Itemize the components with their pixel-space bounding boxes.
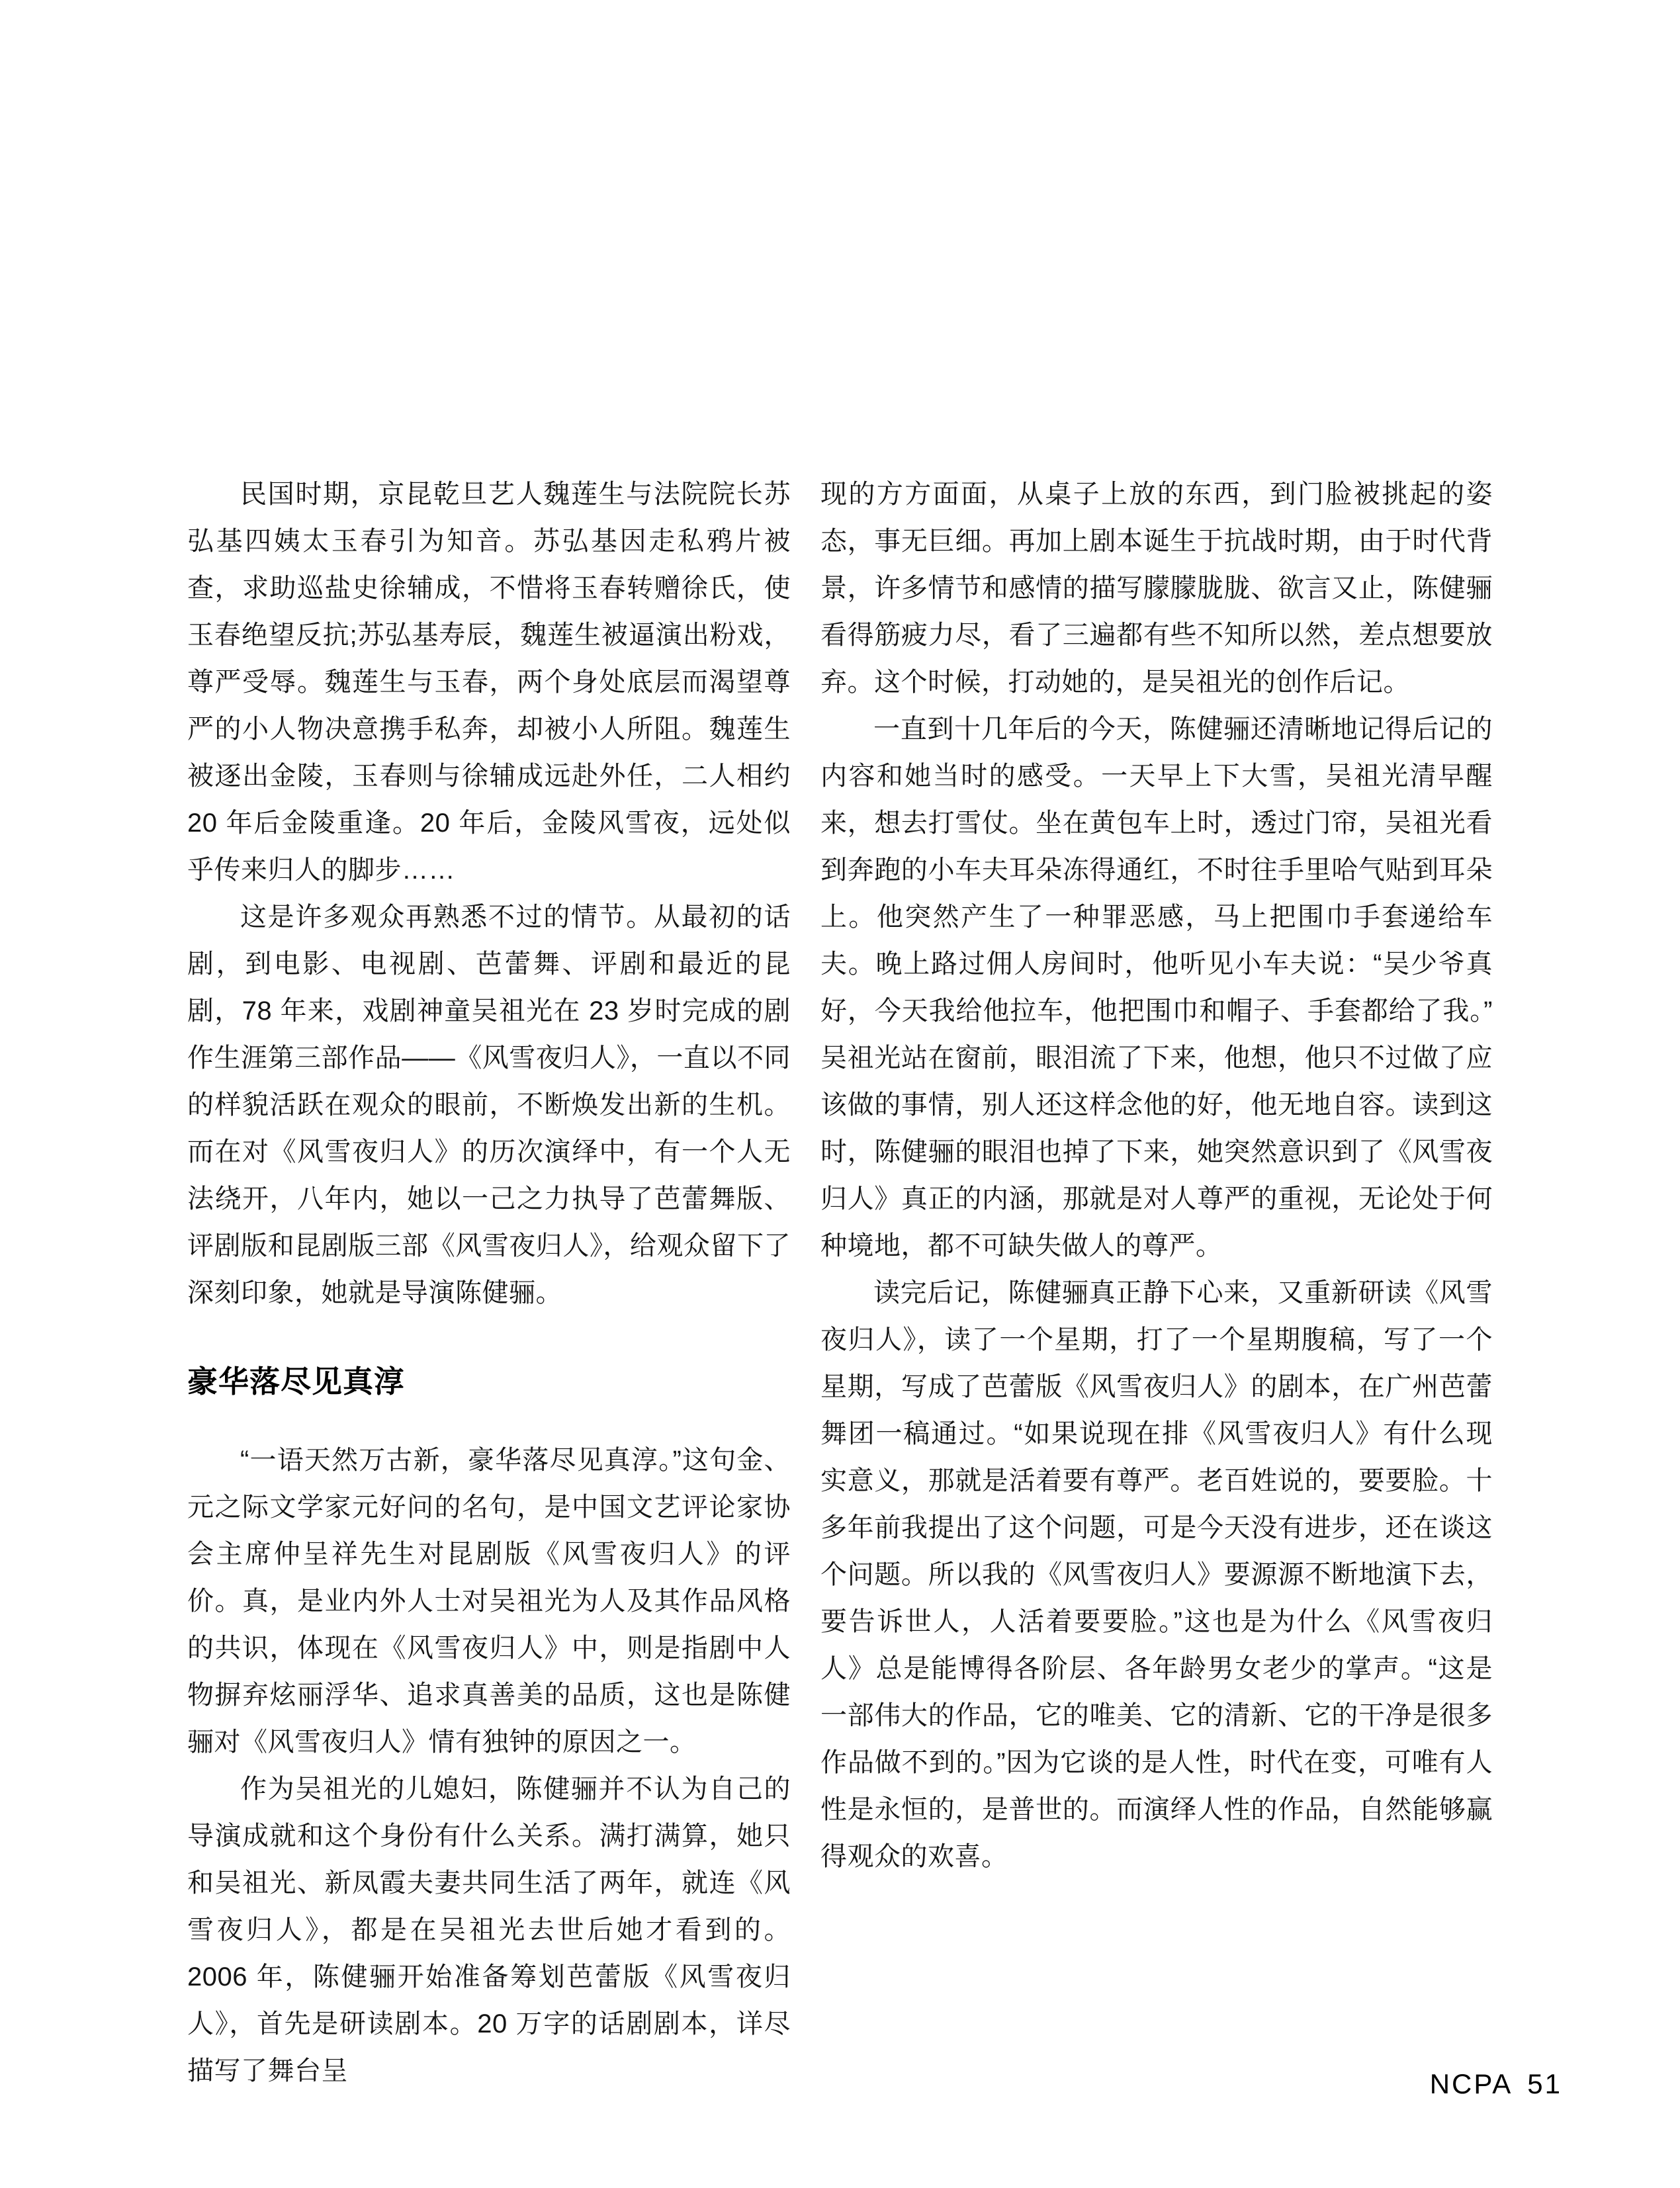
paragraph-history: 这是许多观众再熟悉不过的情节。从最初的话剧，到电影、电视剧、芭蕾舞、评剧和最近的昆剧，78 年来，戏剧神童吴祖光在 23 岁时完成的剧作生涯第三部作品——《风雪夜归人》，一直以不同的样貌活跃在观众的眼前，不断焕发出新的生机。而在对《风雪夜归人》的历次演绎中，有一个人无法绕开，八年内，她以一己之力执导了芭蕾舞版、评剧版和昆剧版三部《风雪夜归人》，给观众留下了深刻印象，她就是导演陈健骊。 xyxy=(187,902,791,1307)
paragraph-postscript-memory: 一直到十几年后的今天，陈健骊还清晰地记得后记的内容和她当时的感受。一天早上下大雪，吴祖光清早醒来，想去打雪仗。坐在黄包车上时，透过门帘，吴祖光看到奔跑的小车夫耳朵冻得通红，不时往手里哈气贴到耳朵上。他突然产生了一种罪恶感，马上把围巾手套递给车夫。晚上路过佣人房间时，他听见小车夫说：“吴少爷真好，今天我给他拉车，他把围巾和帽子、手套都给了我。”吴祖光站在窗前，眼泪流了下来，他想，他只不过做了应该做的事情，别人还这样念他的好，他无地自容。读到这时，陈健骊的眼泪也掉了下来，她突然意识到了《风雪夜归人》真正的内涵，那就是对人尊严的重视，无论处于何种境地，都不可缺失做人的尊严。 xyxy=(820,715,1493,1260)
left-column xyxy=(187,471,791,2095)
footer-page-number: 51 xyxy=(1527,2068,1562,2099)
right-column xyxy=(820,471,1493,1880)
paragraph-quote-comment: “一语天然万古新，豪华落尽见真淳。”这句金、元之际文学家元好问的名句，是中国文艺评论家协会主席仲呈祥先生对昆剧版《风雪夜归人》的评价。真，是业内外人士对吴祖光为人及其作品风格的共识，体现在《风雪夜归人》中，则是指剧中人物摒弃炫丽浮华、追求真善美的品质，这也是陈健骊对《风雪夜归人》情有独钟的原因之一。 xyxy=(187,1446,791,1757)
paragraph-continuation: 现的方方面面，从桌子上放的东西，到门脸被挑起的姿态，事无巨细。再加上剧本诞生于抗战时期，由于时代背景，许多情节和感情的描写朦朦胧胧、欲言又止，陈健骊看得筋疲力尽，看了三遍都有些不知所以然，差点想要放弃。这个时候，打动她的，是吴祖光的创作后记。 xyxy=(820,480,1493,697)
section-heading: 豪华落尽见真淳 xyxy=(187,1364,405,1399)
paragraph-daughter-in-law: 作为吴祖光的儿媳妇，陈健骊并不认为自己的导演成就和这个身份有什么关系。满打满算，她只和吴祖光、新凤霞夫妻共同生活了两年，就连《风雪夜归人》，都是在吴祖光去世后她才看到的。2006 年，陈健骊开始准备筹划芭蕾版《风雪夜归人》，首先是研读剧本。20 万字的话剧剧本，详尽描写了舞台呈 xyxy=(187,1774,791,2085)
footer-brand: NCPA xyxy=(1429,2068,1513,2099)
paragraph-dignity: 读完后记，陈健骊真正静下心来，又重新研读《风雪夜归人》，读了一个星期，打了一个星期腹稿，写了一个星期，写成了芭蕾版《风雪夜归人》的剧本，在广州芭蕾舞团一稿通过。“如果说现在排《风雪夜归人》有什么现实意义，那就是活着要有尊严。老百姓说的，要要脸。十多年前我提出了这个问题，可是今天没有进步，还在谈这个问题。所以我的《风雪夜归人》要源源不断地演下去，要告诉世人，人活着要要脸。”这也是为什么《风雪夜归人》总是能博得各阶层、各年龄男女老少的掌声。“这是一部伟大的作品，它的唯美、它的清新、它的干净是很多作品做不到的。”因为它谈的是人性，时代在变，可唯有人性是永恒的，是普世的。而演绎人性的作品，自然能够赢得观众的欢喜。 xyxy=(820,1278,1493,1871)
page-footer xyxy=(1430,2070,1562,2099)
paragraph-synopsis: 民国时期，京昆乾旦艺人魏莲生与法院院长苏弘基四姨太玉春引为知音。苏弘基因走私鸦片被查，求助巡盐史徐辅成，不惜将玉春转赠徐氏，使玉春绝望反抗;苏弘基寿辰，魏莲生被逼演出粉戏，尊严受辱。魏莲生与玉春，两个身处底层而渴望尊严的小人物决意携手私奔，却被小人所阻。魏莲生被逐出金陵，玉春则与徐辅成远赴外任，二人相约 20 年后金陵重逢。20 年后，金陵风雪夜，远处似乎传来归人的脚步…… xyxy=(187,480,791,885)
article-body xyxy=(187,471,1493,2095)
